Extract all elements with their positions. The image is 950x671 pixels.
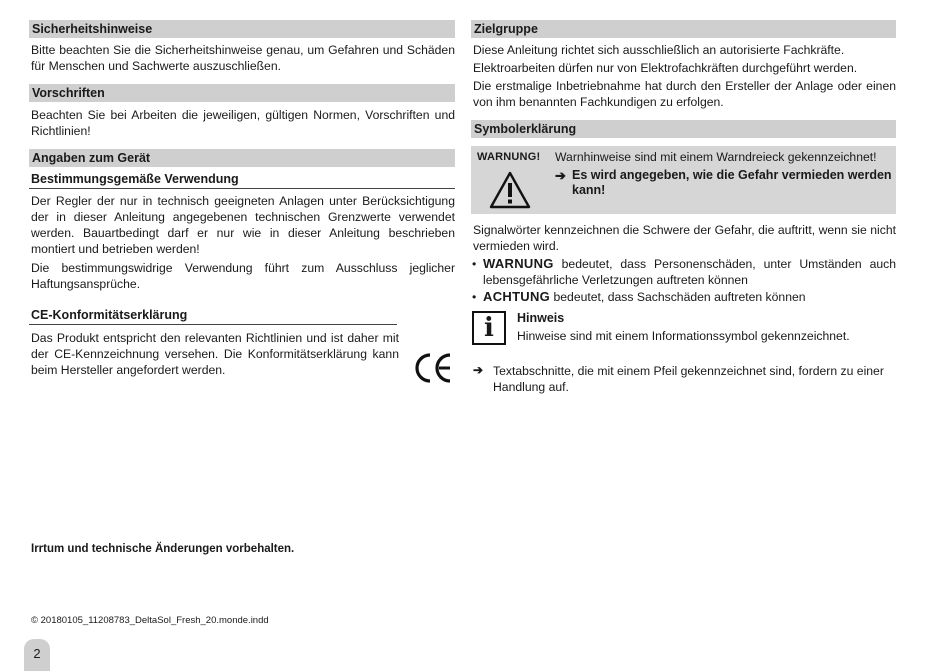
copyright-line: © 20180105_11208783_DeltaSol_Fresh_20.monde.indd (31, 615, 269, 626)
info-icon: i (472, 311, 506, 345)
bullet-warnung-word: WARNUNG (483, 256, 554, 271)
intended-use-heading: Bestimmungsgemäße Verwendung (29, 171, 455, 189)
warning-text: Warnhinweise sind mit einem Warndreieck gekennzeichnet! (555, 150, 877, 164)
warning-action: Es wird angegeben, wie die Gefahr vermieden werden kann! (572, 168, 892, 197)
hint-block (471, 311, 896, 359)
section-heading-device: Angaben zum Gerät (29, 149, 455, 167)
bullet-achtung-text: bedeutet, dass Sachschäden auftreten können (550, 290, 806, 304)
signal-words-text: Signalwörter kennzeichnen die Schwere der Gefahr, die auftritt, wenn sie nicht vermieden wird. (473, 223, 896, 253)
misuse-text: Die bestimmungswidrige Verwendung führt zum Ausschluss jeglicher Haftungsansprüche. (31, 261, 455, 291)
safety-text: Bitte beachten Sie die Sicherheitshinweise genau, um Gefahren und Schäden für Menschen und Sachwerte auszuschließen. (31, 43, 455, 73)
arrow-icon: ➔ (555, 168, 566, 183)
target-line-1: Diese Anleitung richtet sich ausschließlich an autorisierte Fachkräfte. (473, 43, 845, 57)
page-number: 2 (24, 639, 50, 671)
target-line-2: Elektroarbeiten dürfen nur von Elektrofachkräften durchgeführt werden. (473, 61, 858, 75)
bullet-dot-icon: • (472, 290, 477, 304)
ce-heading: CE-Konformitätserklärung (29, 307, 397, 325)
ce-mark-icon (413, 352, 453, 389)
arrow-instruction (471, 363, 896, 395)
warning-box (471, 146, 896, 214)
arrow-icon: ➔ (473, 363, 484, 377)
bullet-achtung (471, 289, 896, 305)
left-column (29, 20, 455, 378)
bullet-dot-icon: • (472, 257, 477, 271)
bullet-achtung-word: ACHTUNG (483, 289, 551, 304)
section-heading-regulations: Vorschriften (29, 84, 455, 102)
warning-label: WARNUNG! (477, 151, 541, 163)
intended-use-text: Der Regler der nur in technisch geeigneten Anlagen unter Berücksichtigung der in dieser Anleitung angegebenen technischen Grenzwerte verwendet werden. Bauartbedingt darf er nur wie in dieser Anleitung beschrieben montiert und betrieben werden! (31, 194, 455, 256)
hint-text: Hinweise sind mit einem Informationssymbol gekennzeichnet. (517, 329, 850, 343)
bullet-warnung-text: bedeutet, dass Personenschäden, unter Umständen auch lebensgefährliche Verletzungen auftreten können (483, 257, 896, 287)
section-heading-safety: Sicherheitshinweise (29, 20, 455, 38)
target-line-3: Die erstmalige Inbetriebnahme hat durch den Ersteller der Anlage oder einen von ihm benannten Fachkundigen zu erfolgen. (473, 79, 896, 109)
warning-triangle-icon (488, 170, 532, 210)
section-heading-target: Zielgruppe (471, 20, 896, 38)
errata-notice: Irrtum und technische Änderungen vorbehalten. (31, 543, 295, 555)
hint-title: Hinweis (517, 311, 565, 325)
ce-text: Das Produkt entspricht den relevanten Richtlinien und ist daher mit der CE-Kennzeichnung versehen. Die Konformitätserklärung kann beim Hersteller angefordert werden. (31, 331, 399, 377)
section-heading-symbols: Symbolerklärung (471, 120, 896, 138)
arrow-instruction-text: Textabschnitte, die mit einem Pfeil gekennzeichnet sind, fordern zu einer Handlung auf. (493, 364, 884, 394)
regulations-text: Beachten Sie bei Arbeiten die jeweiligen, gültigen Normen, Vorschriften und Richtlinien! (31, 108, 455, 138)
right-column (471, 20, 896, 395)
bullet-warnung (471, 256, 896, 288)
